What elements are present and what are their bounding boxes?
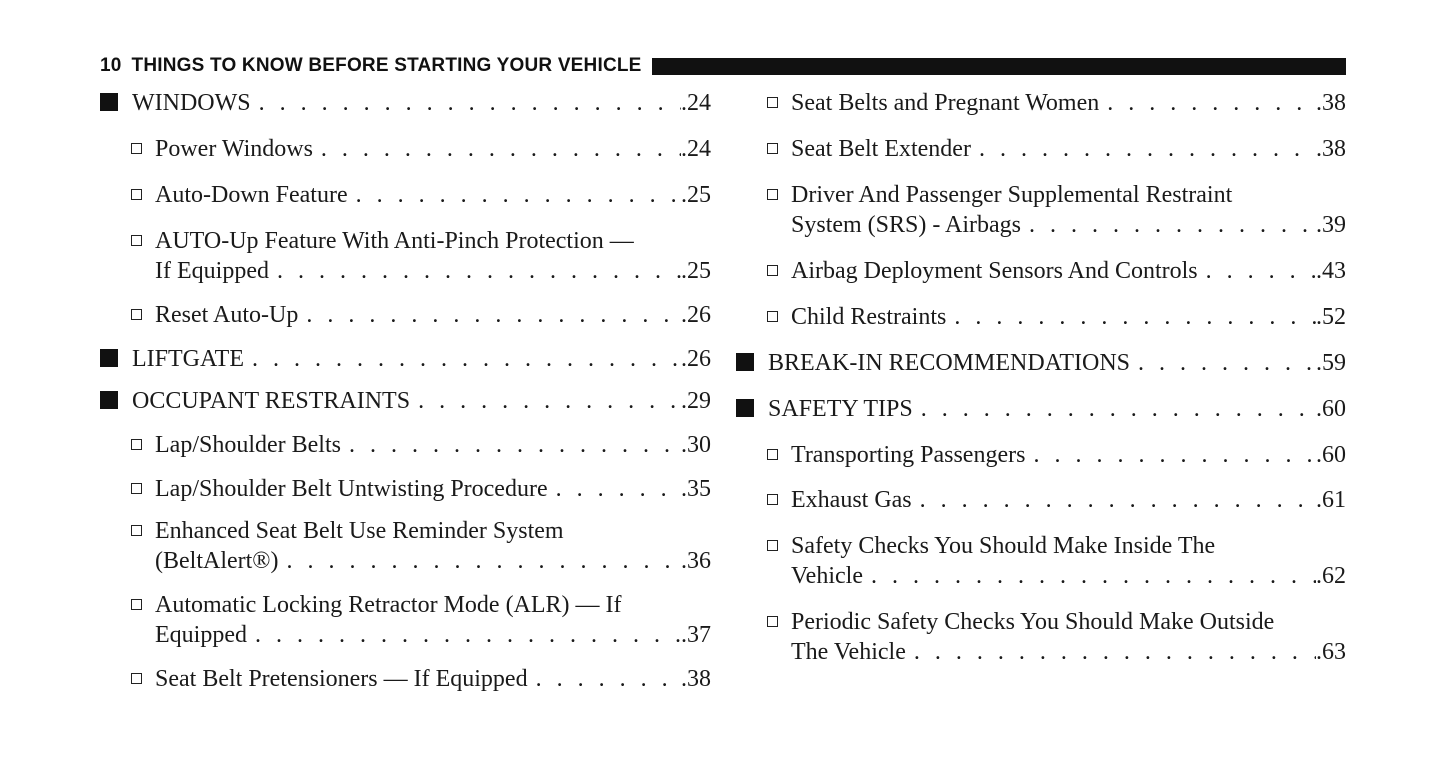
toc-entry-title: BREAK-IN RECOMMENDATIONS xyxy=(768,350,1131,376)
toc-entry-line xyxy=(736,348,1346,378)
dot-leader xyxy=(341,430,681,460)
toc-entry-title: Lap/Shoulder Belts xyxy=(155,432,341,458)
toc-entry-title: Seat Belt Extender xyxy=(791,136,971,162)
dot-leader xyxy=(906,637,1316,667)
dot-leader xyxy=(348,180,681,210)
hollow-square-bullet-icon xyxy=(767,449,778,460)
toc-entry-title: Seat Belt Pretensioners — If Equipped xyxy=(155,666,528,692)
toc-entry-title: Lap/Shoulder Belt Untwisting Procedure xyxy=(155,476,548,502)
toc-page-number: .26 xyxy=(681,302,711,328)
toc-entry-line xyxy=(736,88,1346,118)
dot-leader xyxy=(1025,440,1316,470)
toc-entry-title: The Vehicle xyxy=(791,639,906,665)
toc-entry xyxy=(736,88,1346,118)
toc-page-number: .59 xyxy=(1316,350,1346,376)
toc-page-number: .38 xyxy=(1316,136,1346,162)
dot-leader xyxy=(247,620,681,650)
hollow-square-bullet-icon xyxy=(767,265,778,276)
toc-entry-line xyxy=(736,440,1346,470)
toc-entry-title: OCCUPANT RESTRAINTS xyxy=(132,388,411,414)
hollow-square-bullet-icon xyxy=(131,439,142,450)
toc-entry-line xyxy=(100,590,711,620)
toc-entry xyxy=(100,226,711,286)
toc-entry-line xyxy=(100,430,711,460)
toc-entry-line xyxy=(736,485,1346,515)
toc-entry-title: (BeltAlert®) xyxy=(155,548,279,574)
toc-entry xyxy=(100,300,711,330)
hollow-square-bullet-icon xyxy=(767,311,778,322)
dot-leader xyxy=(548,474,681,504)
toc-entry xyxy=(100,664,711,694)
filled-square-bullet-icon xyxy=(100,391,118,409)
toc-entry-line xyxy=(100,134,711,164)
toc-page-number: .25 xyxy=(681,258,711,284)
toc-entry-title: LIFTGATE xyxy=(132,346,244,372)
toc-entry-line xyxy=(100,180,711,210)
toc-entry xyxy=(100,344,711,374)
toc-entry-line xyxy=(100,474,711,504)
toc-entry-line xyxy=(736,180,1346,210)
toc-entry-title: SAFETY TIPS xyxy=(768,396,913,422)
dot-leader xyxy=(410,386,681,416)
toc-entry-line xyxy=(100,300,711,330)
toc-page-number: .52 xyxy=(1316,304,1346,330)
dot-leader xyxy=(912,485,1316,515)
toc-entry xyxy=(736,440,1346,470)
dot-leader xyxy=(1021,210,1316,240)
toc-entry-title: Enhanced Seat Belt Use Reminder System xyxy=(155,518,564,544)
toc-entry xyxy=(100,590,711,650)
toc-page-number: .25 xyxy=(681,182,711,208)
toc-entry-title: AUTO-Up Feature With Anti-Pinch Protection — xyxy=(155,228,634,254)
hollow-square-bullet-icon xyxy=(767,540,778,551)
filled-square-bullet-icon xyxy=(100,349,118,367)
toc-entry-title: System (SRS) - Airbags xyxy=(791,212,1022,238)
toc-entry-title: Transporting Passengers xyxy=(791,442,1026,468)
toc-entry-line xyxy=(736,561,1346,591)
toc-entry-line xyxy=(736,302,1346,332)
toc-entry-title: WINDOWS xyxy=(132,90,251,116)
toc-entry xyxy=(736,531,1346,591)
toc-entry-title: Vehicle xyxy=(791,563,863,589)
toc-entry-line xyxy=(736,134,1346,164)
toc-page-number: .61 xyxy=(1316,487,1346,513)
toc-page-number: .60 xyxy=(1316,442,1346,468)
toc-page-number: .38 xyxy=(681,666,711,692)
toc-entry-line xyxy=(736,256,1346,286)
toc-entry-title: Safety Checks You Should Make Inside The xyxy=(791,533,1216,559)
toc-page-number: .29 xyxy=(681,388,711,414)
toc-entry-line xyxy=(736,531,1346,561)
toc-entry-line xyxy=(736,607,1346,637)
hollow-square-bullet-icon xyxy=(767,494,778,505)
toc-entry-title: Automatic Locking Retractor Mode (ALR) — If xyxy=(155,592,622,618)
toc-page-number: .39 xyxy=(1316,212,1346,238)
toc-entry-title: Reset Auto-Up xyxy=(155,302,299,328)
hollow-square-bullet-icon xyxy=(131,599,142,610)
dot-leader xyxy=(528,664,681,694)
toc-entry-line xyxy=(100,516,711,546)
toc-entry xyxy=(736,607,1346,667)
hollow-square-bullet-icon xyxy=(131,235,142,246)
toc-entry-title: Periodic Safety Checks You Should Make Outside xyxy=(791,609,1275,635)
page-header xyxy=(100,52,1346,80)
toc-page-number: .24 xyxy=(681,136,711,162)
toc-entry-line xyxy=(736,637,1346,667)
filled-square-bullet-icon xyxy=(736,353,754,371)
hollow-square-bullet-icon xyxy=(131,143,142,154)
toc-entry xyxy=(736,256,1346,286)
toc-page-number: .30 xyxy=(681,432,711,458)
dot-leader xyxy=(244,344,681,374)
toc-entry-line xyxy=(100,88,711,118)
hollow-square-bullet-icon xyxy=(131,309,142,320)
toc-page-number: .37 xyxy=(681,622,711,648)
dot-leader xyxy=(913,394,1316,424)
dot-leader xyxy=(298,300,681,330)
toc-entry xyxy=(100,180,711,210)
toc-entry-line xyxy=(100,386,711,416)
toc-entry xyxy=(100,474,711,504)
toc-entry-line xyxy=(100,546,711,576)
hollow-square-bullet-icon xyxy=(131,189,142,200)
dot-leader xyxy=(863,561,1316,591)
header-rule xyxy=(652,58,1346,75)
hollow-square-bullet-icon xyxy=(131,673,142,684)
toc-entry-title: Power Windows xyxy=(155,136,313,162)
page-number: 10 xyxy=(100,55,122,76)
hollow-square-bullet-icon xyxy=(767,97,778,108)
toc-page-number: .43 xyxy=(1316,258,1346,284)
toc-page-number: .38 xyxy=(1316,90,1346,116)
toc-page-number: .62 xyxy=(1316,563,1346,589)
toc-entry xyxy=(100,134,711,164)
dot-leader xyxy=(279,546,681,576)
hollow-square-bullet-icon xyxy=(131,525,142,536)
toc-entry xyxy=(736,180,1346,240)
hollow-square-bullet-icon xyxy=(767,143,778,154)
toc-entry-title: Auto-Down Feature xyxy=(155,182,348,208)
dot-leader xyxy=(313,134,681,164)
hollow-square-bullet-icon xyxy=(131,483,142,494)
toc-page-number: .26 xyxy=(681,346,711,372)
toc-entry xyxy=(100,386,711,416)
toc-entry xyxy=(100,88,711,118)
dot-leader xyxy=(1099,88,1316,118)
toc-entry-title: Driver And Passenger Supplemental Restraint xyxy=(791,182,1233,208)
toc-entry-title: Seat Belts and Pregnant Women xyxy=(791,90,1100,116)
toc-entry xyxy=(736,485,1346,515)
toc-entry-line xyxy=(100,620,711,650)
toc-entry xyxy=(736,134,1346,164)
toc-entry-line xyxy=(100,664,711,694)
toc-entry-title: Exhaust Gas xyxy=(791,487,912,513)
toc-entry-line xyxy=(736,394,1346,424)
toc-entry xyxy=(736,394,1346,424)
toc-page-number: .63 xyxy=(1316,639,1346,665)
toc-entry xyxy=(100,516,711,576)
dot-leader xyxy=(1198,256,1316,286)
toc-entry xyxy=(736,302,1346,332)
toc-entry-line xyxy=(736,210,1346,240)
section-title: THINGS TO KNOW BEFORE STARTING YOUR VEHICLE xyxy=(131,55,642,76)
toc-entry-title: Airbag Deployment Sensors And Controls xyxy=(791,258,1198,284)
hollow-square-bullet-icon xyxy=(767,616,778,627)
filled-square-bullet-icon xyxy=(100,93,118,111)
toc-entry xyxy=(100,430,711,460)
toc-page-number: .36 xyxy=(681,548,711,574)
toc-entry-line xyxy=(100,344,711,374)
dot-leader xyxy=(269,256,681,286)
toc-entry-line xyxy=(100,226,711,256)
dot-leader xyxy=(971,134,1316,164)
toc-page-number: .35 xyxy=(681,476,711,502)
toc-page-number: .24 xyxy=(681,90,711,116)
toc-page-number: .60 xyxy=(1316,396,1346,422)
toc-entry-line xyxy=(100,256,711,286)
toc-entry-title: Equipped xyxy=(155,622,247,648)
hollow-square-bullet-icon xyxy=(767,189,778,200)
dot-leader xyxy=(946,302,1316,332)
dot-leader xyxy=(251,88,681,118)
toc-entry-title: Child Restraints xyxy=(791,304,947,330)
filled-square-bullet-icon xyxy=(736,399,754,417)
toc-entry-title: If Equipped xyxy=(155,258,269,284)
dot-leader xyxy=(1130,348,1316,378)
toc-entry xyxy=(736,348,1346,378)
